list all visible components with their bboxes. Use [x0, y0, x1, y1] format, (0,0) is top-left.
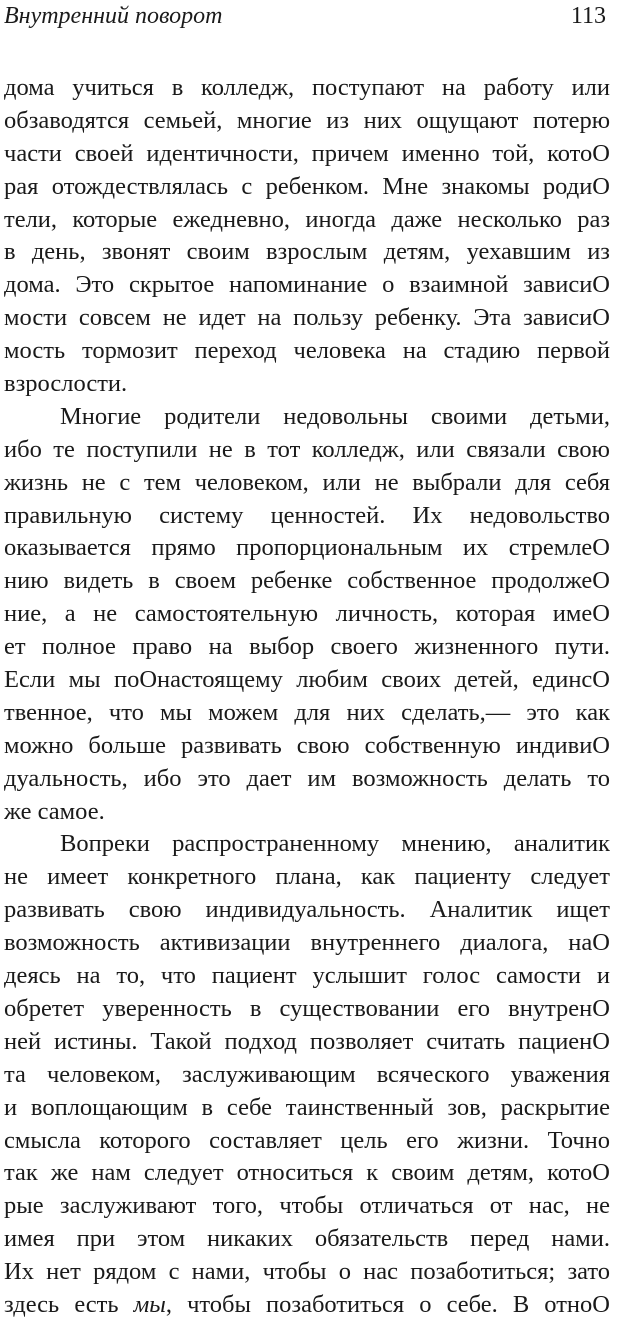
text-line: жизнь не с тем человеком, или не выбрали для себя: [4, 468, 610, 496]
text-line: Их нет рядом с нами, чтобы о нас позаботиться; зато: [4, 1258, 610, 1286]
text-line: имея при этом никаких обязательств перед нами.: [4, 1225, 610, 1253]
text-line: та человеком, заслуживающим всяческого уважения: [4, 1060, 610, 1088]
text-line: правильную систему ценностей. Их недовольство: [4, 501, 610, 529]
text-line: обзаводятся семьей, многие из них ощущают потерю: [4, 106, 610, 134]
text-line: ибо те поступили не в тот колледж, или связали свою: [4, 435, 610, 463]
text-line: Вопреки распространенному мнению, аналитик: [60, 830, 610, 858]
text-line: же самое.: [4, 797, 105, 825]
text-line: деясь на то, что пациент услышит голос самости и: [4, 962, 610, 990]
text-line: Если мы поОнастоящему любим своих детей, единсО: [4, 666, 610, 694]
text-line: дома учиться в колледж, поступают на работу или: [4, 74, 610, 101]
text-line: ней истины. Такой подход позволяет считать пациенО: [4, 1027, 610, 1055]
text-line: оказывается прямо пропорциональным их стремлеО: [4, 534, 610, 562]
text-line: взрослости.: [4, 370, 128, 398]
text-fragment: , чтобы позаботиться о себе. В отноО: [165, 1290, 610, 1318]
text-line: ет полное право на выбор своего жизненного пути.: [4, 633, 610, 661]
text-line: развивать свою индивидуальность. Аналитик ищет: [4, 896, 610, 924]
page-number: 113: [570, 3, 606, 29]
running-head: Внутренний поворот: [4, 3, 223, 29]
text-line: части своей идентичности, причем именно той, котоО: [4, 139, 610, 167]
text-line: в день, звонят своим взрослым детям, уехавшим из: [4, 238, 610, 266]
text-line: мости совсем не идет на пользу ребенку. Эта зависиО: [4, 304, 610, 332]
body-text: [4, 72, 610, 1322]
text-line-final: [4, 1289, 610, 1322]
text-line: дома. Это скрытое напоминание о взаимной зависиО: [4, 271, 610, 299]
text-line: тели, которые ежедневно, иногда даже несколько раз: [4, 205, 610, 233]
text-line: можно больше развивать свою собственную индивиО: [4, 731, 610, 759]
text-line: мость тормозит переход человека на стадию первой: [4, 337, 610, 365]
emphasized-word: мы: [133, 1290, 166, 1318]
text-line: рая отождествлялась с ребенком. Мне знакомы родиО: [4, 172, 610, 200]
text-line: дуальность, ибо это дает им возможность делать то: [4, 764, 610, 792]
text-line: не имеет конкретного плана, как пациенту следует: [4, 863, 610, 891]
text-line: возможность активизации внутреннего диалога, наО: [4, 929, 610, 957]
text-line: нию видеть в своем ребенке собственное продолжеО: [4, 567, 610, 595]
text-line: обретет уверенность в существовании его внутренО: [4, 994, 610, 1022]
text-line: смысла которого составляет цель его жизни. Точно: [4, 1126, 610, 1154]
text-line: ние, а не самостоятельную личность, которая имеО: [4, 600, 610, 628]
text-line: Многие родители недовольны своими детьми,: [60, 402, 610, 430]
text-line: так же нам следует относиться к своим детям, котоО: [4, 1159, 610, 1187]
text-line: рые заслуживают того, чтобы отличаться от нас, не: [4, 1192, 610, 1220]
text-fragment: здесь есть: [4, 1290, 134, 1318]
text-line: и воплощающим в себе таинственный зов, раскрытие: [4, 1093, 610, 1121]
text-line: твенное, что мы можем для них сделать,— это как: [4, 698, 610, 726]
